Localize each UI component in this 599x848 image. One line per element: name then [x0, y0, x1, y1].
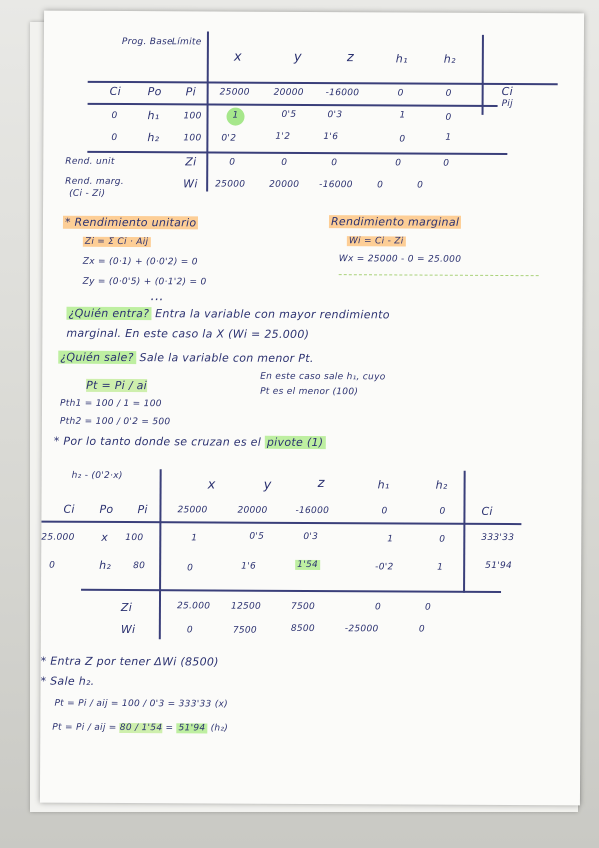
table1-r2-h1: 0: [399, 134, 406, 145]
table2-r1-po: x: [101, 530, 109, 544]
table2-sub-cx: 25000: [177, 505, 208, 516]
table2-r1-pi: 100: [125, 533, 144, 544]
table1-vline-1: [206, 31, 209, 191]
pt-note2: Pt es el menor (100): [260, 386, 359, 398]
table2-r2-pi: 80: [133, 561, 146, 572]
table2-zi-h2: 0: [424, 602, 432, 613]
table1-r2-z: 1'6: [323, 132, 339, 143]
rend-marg-sym: Wi: [183, 177, 198, 191]
rend-marg-h2: 0: [417, 180, 424, 191]
table2-wi-y: 7500: [232, 625, 257, 636]
table1-vline-2: [482, 35, 484, 115]
note-limite: Límite: [171, 37, 202, 48]
rend-unitario-formula: Zi = Σ Ci · Aij: [84, 236, 149, 248]
table1-r1-po: h₁: [147, 109, 160, 123]
rend-unit-y: 0: [281, 157, 288, 168]
table2-wi-h2: 0: [418, 624, 425, 635]
table2-sub-ch1: 0: [381, 506, 388, 517]
rend-marg-label: Rend. marg.: [65, 176, 125, 188]
table2-wi-z: 8500: [290, 623, 315, 635]
table1-r2-ci: 0: [111, 132, 118, 143]
table1-sub-cz: -16000: [325, 88, 360, 99]
table1-sub-ci: Ci: [109, 84, 122, 98]
table1-r2-y: 1'2: [275, 131, 291, 142]
table1-r1-y: 0'5: [281, 109, 297, 120]
table1-r1-ci: 0: [111, 110, 118, 121]
table2-wi-h1: -25000: [344, 624, 379, 635]
rend-marg-h1: 0: [377, 180, 384, 191]
rend-unitario-calc-x: Zx = (0·1) + (0·0'2) = 0: [82, 256, 198, 268]
table2-zi-label: Zi: [120, 601, 133, 615]
notebook-page: [40, 11, 584, 806]
table1-ratio-note: Pij: [501, 98, 513, 110]
quien-entra-line2: marginal. En este caso la X (Wi = 25.000): [66, 326, 310, 341]
rend-unit-h1: 0: [395, 158, 402, 169]
table2-sub-pi: Pi: [137, 503, 148, 517]
table2-r1-y: 0'5: [249, 531, 265, 542]
rend-marginal-formula: Wi = Ci - Zi: [348, 236, 404, 247]
table2-sub-ci: Ci: [63, 502, 75, 516]
note-prog-base: Prog. Base: [121, 36, 173, 48]
table2-col-y: y: [263, 477, 272, 493]
table2-zi-h1: 0: [374, 602, 382, 613]
table2-r2-ratio: 51'94: [485, 560, 513, 572]
rend-unitario-title: * Rendimiento unitario: [64, 215, 197, 230]
table2-col-h2: h₂: [435, 478, 448, 492]
table1-r2-x: 0'2: [221, 133, 237, 144]
table1-r1-h2: 0: [445, 112, 452, 123]
table1-r1-x: 1: [232, 110, 239, 121]
table2-vline-1: [159, 469, 162, 639]
rend-marg-x: 25000: [215, 179, 246, 190]
rend-marg-z: -16000: [319, 180, 353, 191]
table2-r1-ci: 25.000: [41, 532, 75, 543]
table2-zi-z: 7500: [290, 601, 316, 613]
table1-col-y: y: [293, 49, 302, 65]
table1-sub-cy: 20000: [273, 87, 304, 98]
table2-r1-x: 1: [191, 533, 198, 544]
table2-sub-cz: -16000: [295, 505, 330, 517]
table1-r2-h2: 1: [445, 132, 452, 143]
table2-vline-2: [463, 471, 466, 593]
table2-wi-x: 0: [186, 625, 193, 636]
table1-sub-cx: 25000: [219, 87, 250, 98]
table1-sub-ci-right: Ci: [501, 84, 514, 99]
table1-sub-ch1: 0: [397, 88, 404, 99]
rend-marg-y: 20000: [269, 179, 300, 190]
sale-h2-line: * Sale h₂.: [40, 674, 95, 688]
pt-h2: Pth2 = 100 / 0'2 = 500: [59, 416, 171, 428]
table1-hline-3: [87, 151, 507, 155]
table2-col-h1: h₁: [377, 478, 390, 492]
rend-unitario-calc-y: Zy = (0·0'5) + (0·1'2) = 0: [82, 276, 207, 288]
table2-r1-h1: 1: [387, 534, 394, 545]
pivot-line: * Por lo tanto donde se cruzan es el pivote (1): [53, 434, 324, 450]
table2-hline-1: [41, 521, 521, 525]
table1-r2-po: h₂: [147, 131, 160, 145]
table2-top-note: h₂ - (0'2·x): [71, 470, 123, 482]
table1-col-h1: h₁: [395, 52, 408, 66]
table1-r1-h1: 1: [399, 110, 406, 121]
rend-unit-x: 0: [229, 157, 236, 168]
rend-unit-z: 0: [331, 158, 338, 169]
table2-r2-y: 1'6: [241, 561, 257, 572]
table1-r1-z: 0'3: [327, 110, 343, 121]
rend-marginal-calc: Wx = 25000 - 0 = 25.000: [338, 254, 462, 265]
table1-r1-pi: 100: [183, 111, 202, 122]
pt-h2-line: Pt = Pi / aij = 80 / 1'54 = 51'94 (h₂): [52, 722, 229, 734]
table2-r2-po: h₂: [99, 558, 112, 572]
table2-r1-ratio: 333'33: [481, 532, 515, 544]
rend-marg-sub: (Ci - Zi): [69, 188, 106, 199]
table2-sub-ci-right: Ci: [481, 504, 493, 518]
table2-wi-label: Wi: [120, 623, 136, 637]
pt-x-line: Pt = Pi / aij = 100 / 0'3 = 333'33 (x): [54, 698, 228, 710]
entra-z-line: * Entra Z por tener ΔWi (8500): [40, 654, 219, 669]
table1-col-h2: h₂: [443, 52, 456, 66]
table2-r2-h1: -0'2: [375, 562, 394, 573]
rend-unit-sym: Zi: [185, 155, 197, 169]
table1-r2-pi: 100: [183, 133, 202, 144]
table2-col-x: x: [207, 477, 216, 493]
table2-r2-x: 0: [187, 563, 194, 574]
rend-unit-label: Rend. unit: [65, 156, 115, 167]
table1-sub-pi: Pi: [185, 85, 196, 99]
table2-r2-ci: 0: [49, 560, 56, 571]
table1-sub-ch2: 0: [445, 88, 452, 99]
table2-sub-po: Po: [99, 502, 114, 516]
table2-r1-h2: 0: [439, 534, 446, 545]
rend-marginal-title: Rendimiento marginal: [330, 215, 460, 229]
quien-entra-line: ¿Quién entra? Entra la variable con mayor rendimiento: [68, 306, 390, 322]
table2-r2-h2: 1: [437, 562, 444, 573]
dotted-highlight: [339, 274, 539, 276]
ellipsis: ...: [150, 289, 164, 305]
table2-zi-y: 12500: [230, 601, 262, 612]
table2-r2-z: 1'54: [297, 559, 319, 571]
quien-sale-line: ¿Quién sale? Sale la variable con menor Pt.: [60, 350, 314, 366]
table2-sub-cy: 20000: [237, 505, 268, 516]
table1-col-z: z: [346, 50, 354, 66]
table1-sub-po: Po: [147, 85, 162, 99]
table2-hline-2: [81, 589, 501, 593]
pt-note1: En este caso sale h₁, cuyo: [260, 371, 386, 383]
rend-unit-h2: 0: [443, 158, 450, 169]
table1-hline-1: [88, 81, 558, 85]
table2-col-z: z: [317, 476, 325, 492]
table2-zi-x: 25.000: [176, 601, 211, 612]
pt-h1: Pth1 = 100 / 1 = 100: [59, 398, 162, 410]
table1-col-x: x: [233, 49, 242, 65]
table1-hline-2: [88, 103, 498, 107]
table2-sub-ch2: 0: [439, 506, 446, 517]
pt-formula: Pt = Pi / ai: [86, 378, 148, 393]
table2-r1-z: 0'3: [303, 531, 319, 543]
